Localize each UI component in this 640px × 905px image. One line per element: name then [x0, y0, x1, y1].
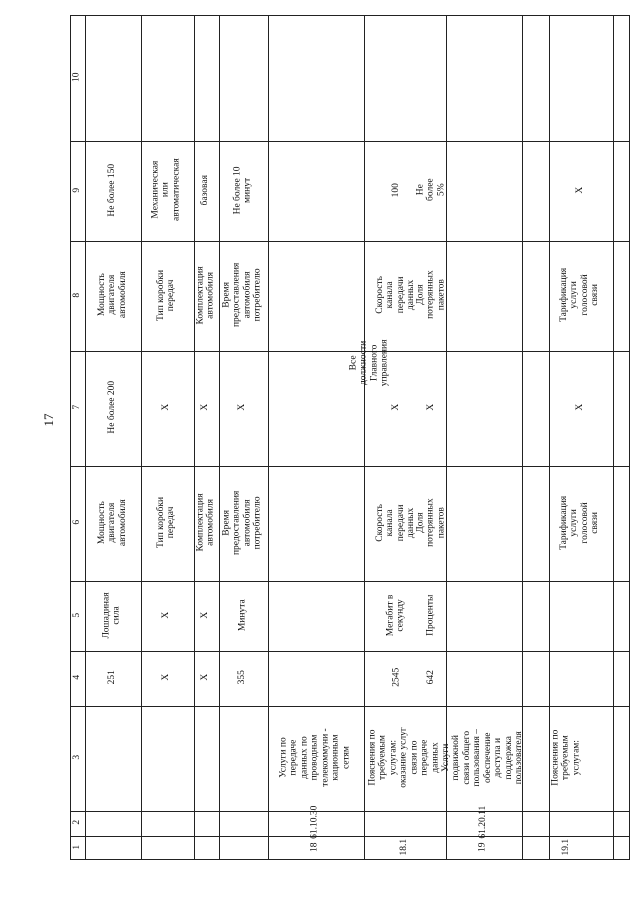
cell-characteristic: Время предоставления автомобиля потребителю	[221, 490, 263, 555]
cell-unit: Проценты	[425, 594, 436, 636]
cell-characteristic-2: Мощность двигателя автомобиля	[96, 271, 128, 319]
row-19-okpd: 61.20.11	[477, 806, 488, 839]
cell-code: 642	[425, 670, 436, 685]
cell-unit: X	[161, 611, 172, 619]
cell-characteristic-2: Комплектация автомобиля	[195, 266, 216, 324]
cell-characteristic: Доля потерянных пакетов	[415, 498, 447, 547]
cell-value: X	[237, 404, 248, 411]
cell-value-2: Не более 10 минут	[232, 166, 253, 214]
cell-characteristic: Тарификация услуги голосовой связи	[559, 495, 601, 550]
cell-characteristic: Мощность двигателя автомобиля	[96, 499, 128, 546]
row-18-number: 18	[309, 842, 320, 853]
cell-value-2: Механическая или автоматическая	[150, 158, 182, 222]
group-band: Все должности Главного управления	[348, 339, 390, 386]
row-19-name: Услуги подвижной связи общего пользования – обеспечение доступа и поддержка пользователя	[441, 728, 525, 787]
header-col-6: 6	[71, 520, 82, 525]
cell-code: X	[161, 674, 172, 681]
row-19-1-name: Пояснения по требуемым услугам:	[550, 729, 582, 786]
cell-value-2: Не более 150	[106, 163, 117, 217]
cell-unit: Мегабит в секунду	[385, 594, 406, 636]
cell-value-2: 100	[390, 182, 401, 198]
row-19-number: 19	[477, 842, 488, 853]
cell-value: Не более 200	[106, 381, 117, 434]
cell-value-2: Не более 5%	[415, 178, 447, 202]
header-col-10: 10	[71, 72, 82, 83]
row-18-okpd: 61.10.30	[309, 805, 320, 840]
cell-characteristic-2: Доля потерянных пакетов	[415, 270, 447, 320]
cell-code: 2545	[390, 668, 401, 687]
header-col-8: 8	[71, 292, 82, 298]
cell-characteristic-2: Скорость канала передачи данных	[375, 276, 417, 314]
row-divider	[613, 16, 614, 859]
row-18-name: Услуги по передаче данных по проводным телекоммуни - кационным сетям	[278, 728, 352, 787]
cell-value: X	[200, 404, 211, 411]
cell-value: X	[425, 404, 436, 411]
cell-code: 355	[237, 670, 248, 685]
requirements-table	[70, 15, 630, 860]
cell-value-2: базовая	[200, 174, 211, 206]
cell-unit: Минута	[237, 599, 248, 631]
header-col-9: 9	[71, 187, 82, 193]
cell-value-2: X	[574, 186, 585, 194]
row-18-1-number: 18.1	[398, 839, 409, 856]
header-col-7: 7	[71, 405, 82, 410]
cell-unit: X	[200, 611, 211, 619]
header-col-2: 2	[71, 820, 82, 825]
cell-value: X	[574, 404, 585, 411]
cell-code: 251	[106, 670, 117, 685]
cell-unit: Лошадиная сила	[101, 591, 122, 639]
row-19-1-number: 19.1	[561, 839, 572, 856]
cell-code: X	[200, 674, 211, 681]
cell-value: X	[161, 404, 172, 411]
header-col-5: 5	[71, 612, 82, 618]
cell-characteristic: Комплектация автомобиля	[195, 493, 216, 552]
header-col-3: 3	[71, 755, 82, 760]
cell-value: X	[390, 404, 401, 411]
cell-characteristic-2: Тарификация услуги голосовой связи	[559, 267, 601, 323]
row-18-1-name: Пояснения по требуемым услугам: оказание услуг связи по передаче данных	[367, 727, 441, 788]
header-col-1: 1	[71, 845, 82, 850]
cell-characteristic: Скорость канала передачи данных	[375, 503, 417, 542]
cell-characteristic-2: Тип коробки передач	[156, 269, 177, 321]
header-col-4: 4	[71, 675, 82, 680]
page-number: 17	[41, 413, 56, 427]
cell-characteristic: Тип коробки передач	[156, 496, 177, 549]
cell-characteristic-2: Время предоставления автомобиля потребителю	[221, 262, 263, 328]
